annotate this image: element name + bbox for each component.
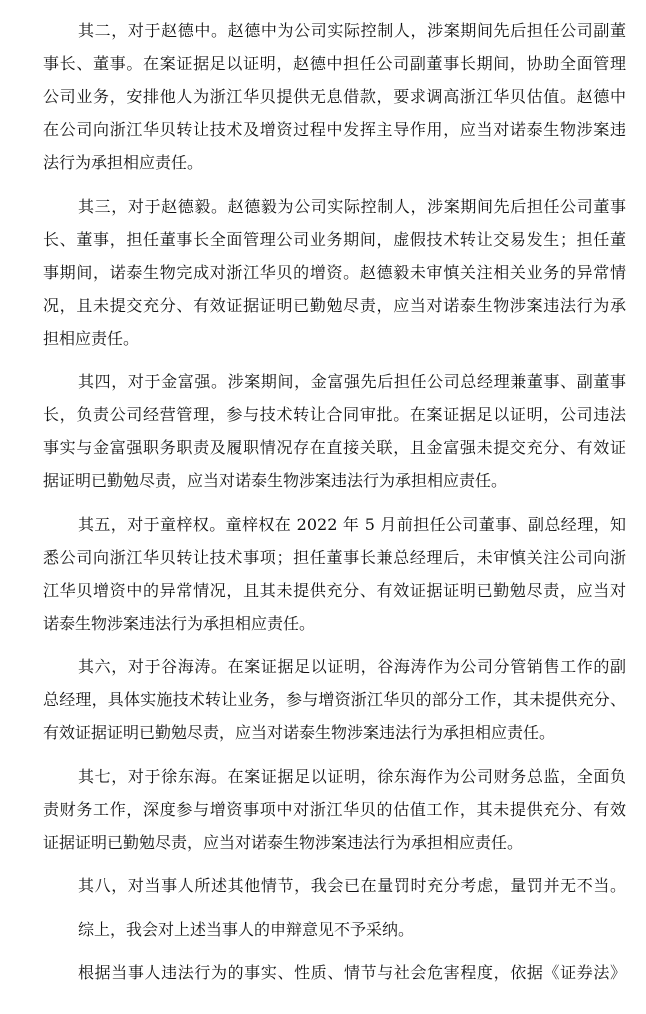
text-line: 长、董事，担任董事长全面管理公司业务期间，虚假技术转让交易发生；担任董: [43, 229, 626, 249]
paragraph: [43, 190, 626, 355]
document-body: [43, 14, 626, 1000]
text-line: 其三，对于赵德毅。赵德毅为公司实际控制人，涉案期间先后担任公司董事: [78, 196, 626, 216]
text-line: 其四，对于金富强。涉案期间，金富强先后担任公司总经理兼董事、副董事: [78, 372, 626, 391]
text-line: 公司业务，安排他人为浙江华贝提供无息借款，要求调高浙江华贝估值。赵德中: [43, 87, 626, 106]
text-line: 况，且未提交充分、有效证据证明已勤勉尽责，应当对诺泰生物涉案违法行为承: [43, 295, 626, 315]
text-line: 其六，对于谷海涛。在案证据足以证明，谷海涛作为公司分管销售工作的副: [78, 657, 626, 676]
text-line: 悉公司向浙江华贝转让技术事项；担任董事长兼总经理后，未审慎关注公司向浙: [43, 547, 626, 567]
text-line: 有效证据证明已勤勉尽责，应当对诺泰生物涉案违法行为承担相应责任。: [43, 723, 556, 742]
text-line: 事长、董事。在案证据足以证明，赵德中担任公司副董事长期间，协助全面管理: [43, 54, 626, 73]
text-line: 担相应责任。: [43, 328, 140, 348]
text-line: 证据证明已勤勉尽责，应当对诺泰生物涉案违法行为承担相应责任。: [43, 832, 524, 852]
text-line: 综上，我会对上述当事人的申辩意见不予采纳。: [78, 919, 415, 939]
paragraph: [43, 365, 626, 497]
text-line: 据证明已勤勉尽责，应当对诺泰生物涉案违法行为承担相应责任。: [43, 471, 508, 490]
text-line: 其五，对于童梓权。童梓权在 2022 年 5 月前担任公司董事、副总经理，知: [78, 514, 626, 534]
text-line: 责财务工作，深度参与增资事项中对浙江华贝的估值工作，其未提供充分、有效: [43, 799, 626, 819]
paragraph: [43, 956, 626, 989]
paragraph: [43, 760, 626, 859]
text-line: 事期间，诺泰生物完成对浙江华贝的增资。赵德毅未审慎关注相关业务的异常情: [43, 262, 626, 282]
text-line: 总经理，具体实施技术转让业务，参与增资浙江华贝的部分工作，其未提供充分、: [43, 690, 626, 709]
text-line: 其八，对当事人所述其他情节，我会已在量罚时充分考虑，量罚并无不当。: [78, 876, 626, 895]
paragraph: [43, 869, 626, 902]
text-line: 诺泰生物涉案违法行为承担相应责任。: [43, 613, 316, 633]
text-line: 其二，对于赵德中。赵德中为公司实际控制人，涉案期间先后担任公司副董: [78, 21, 626, 40]
text-line: 根据当事人违法行为的事实、性质、情节与社会危害程度，依据《证券法》: [78, 963, 626, 982]
text-line: 在公司向浙江华贝转让技术及增资过程中发挥主导作用，应当对诺泰生物涉案违: [43, 120, 626, 139]
paragraph: [43, 913, 626, 946]
text-line: 江华贝增资中的异常情况，且其未提供充分、有效证据证明已勤勉尽责，应当对: [43, 580, 626, 600]
text-line: 法行为承担相应责任。: [43, 153, 204, 172]
paragraph: [43, 14, 626, 179]
text-line: 长，负责公司经营管理，参与技术转让合同审批。在案证据足以证明，公司违法: [43, 405, 626, 424]
text-line: 事实与金富强职务职责及履职情况存在直接关联，且金富强未提交充分、有效证: [43, 438, 626, 457]
paragraph: [43, 650, 626, 749]
paragraph: [43, 508, 626, 640]
text-line: 其七，对于徐东海。在案证据足以证明，徐东海作为公司财务总监，全面负: [78, 766, 626, 786]
